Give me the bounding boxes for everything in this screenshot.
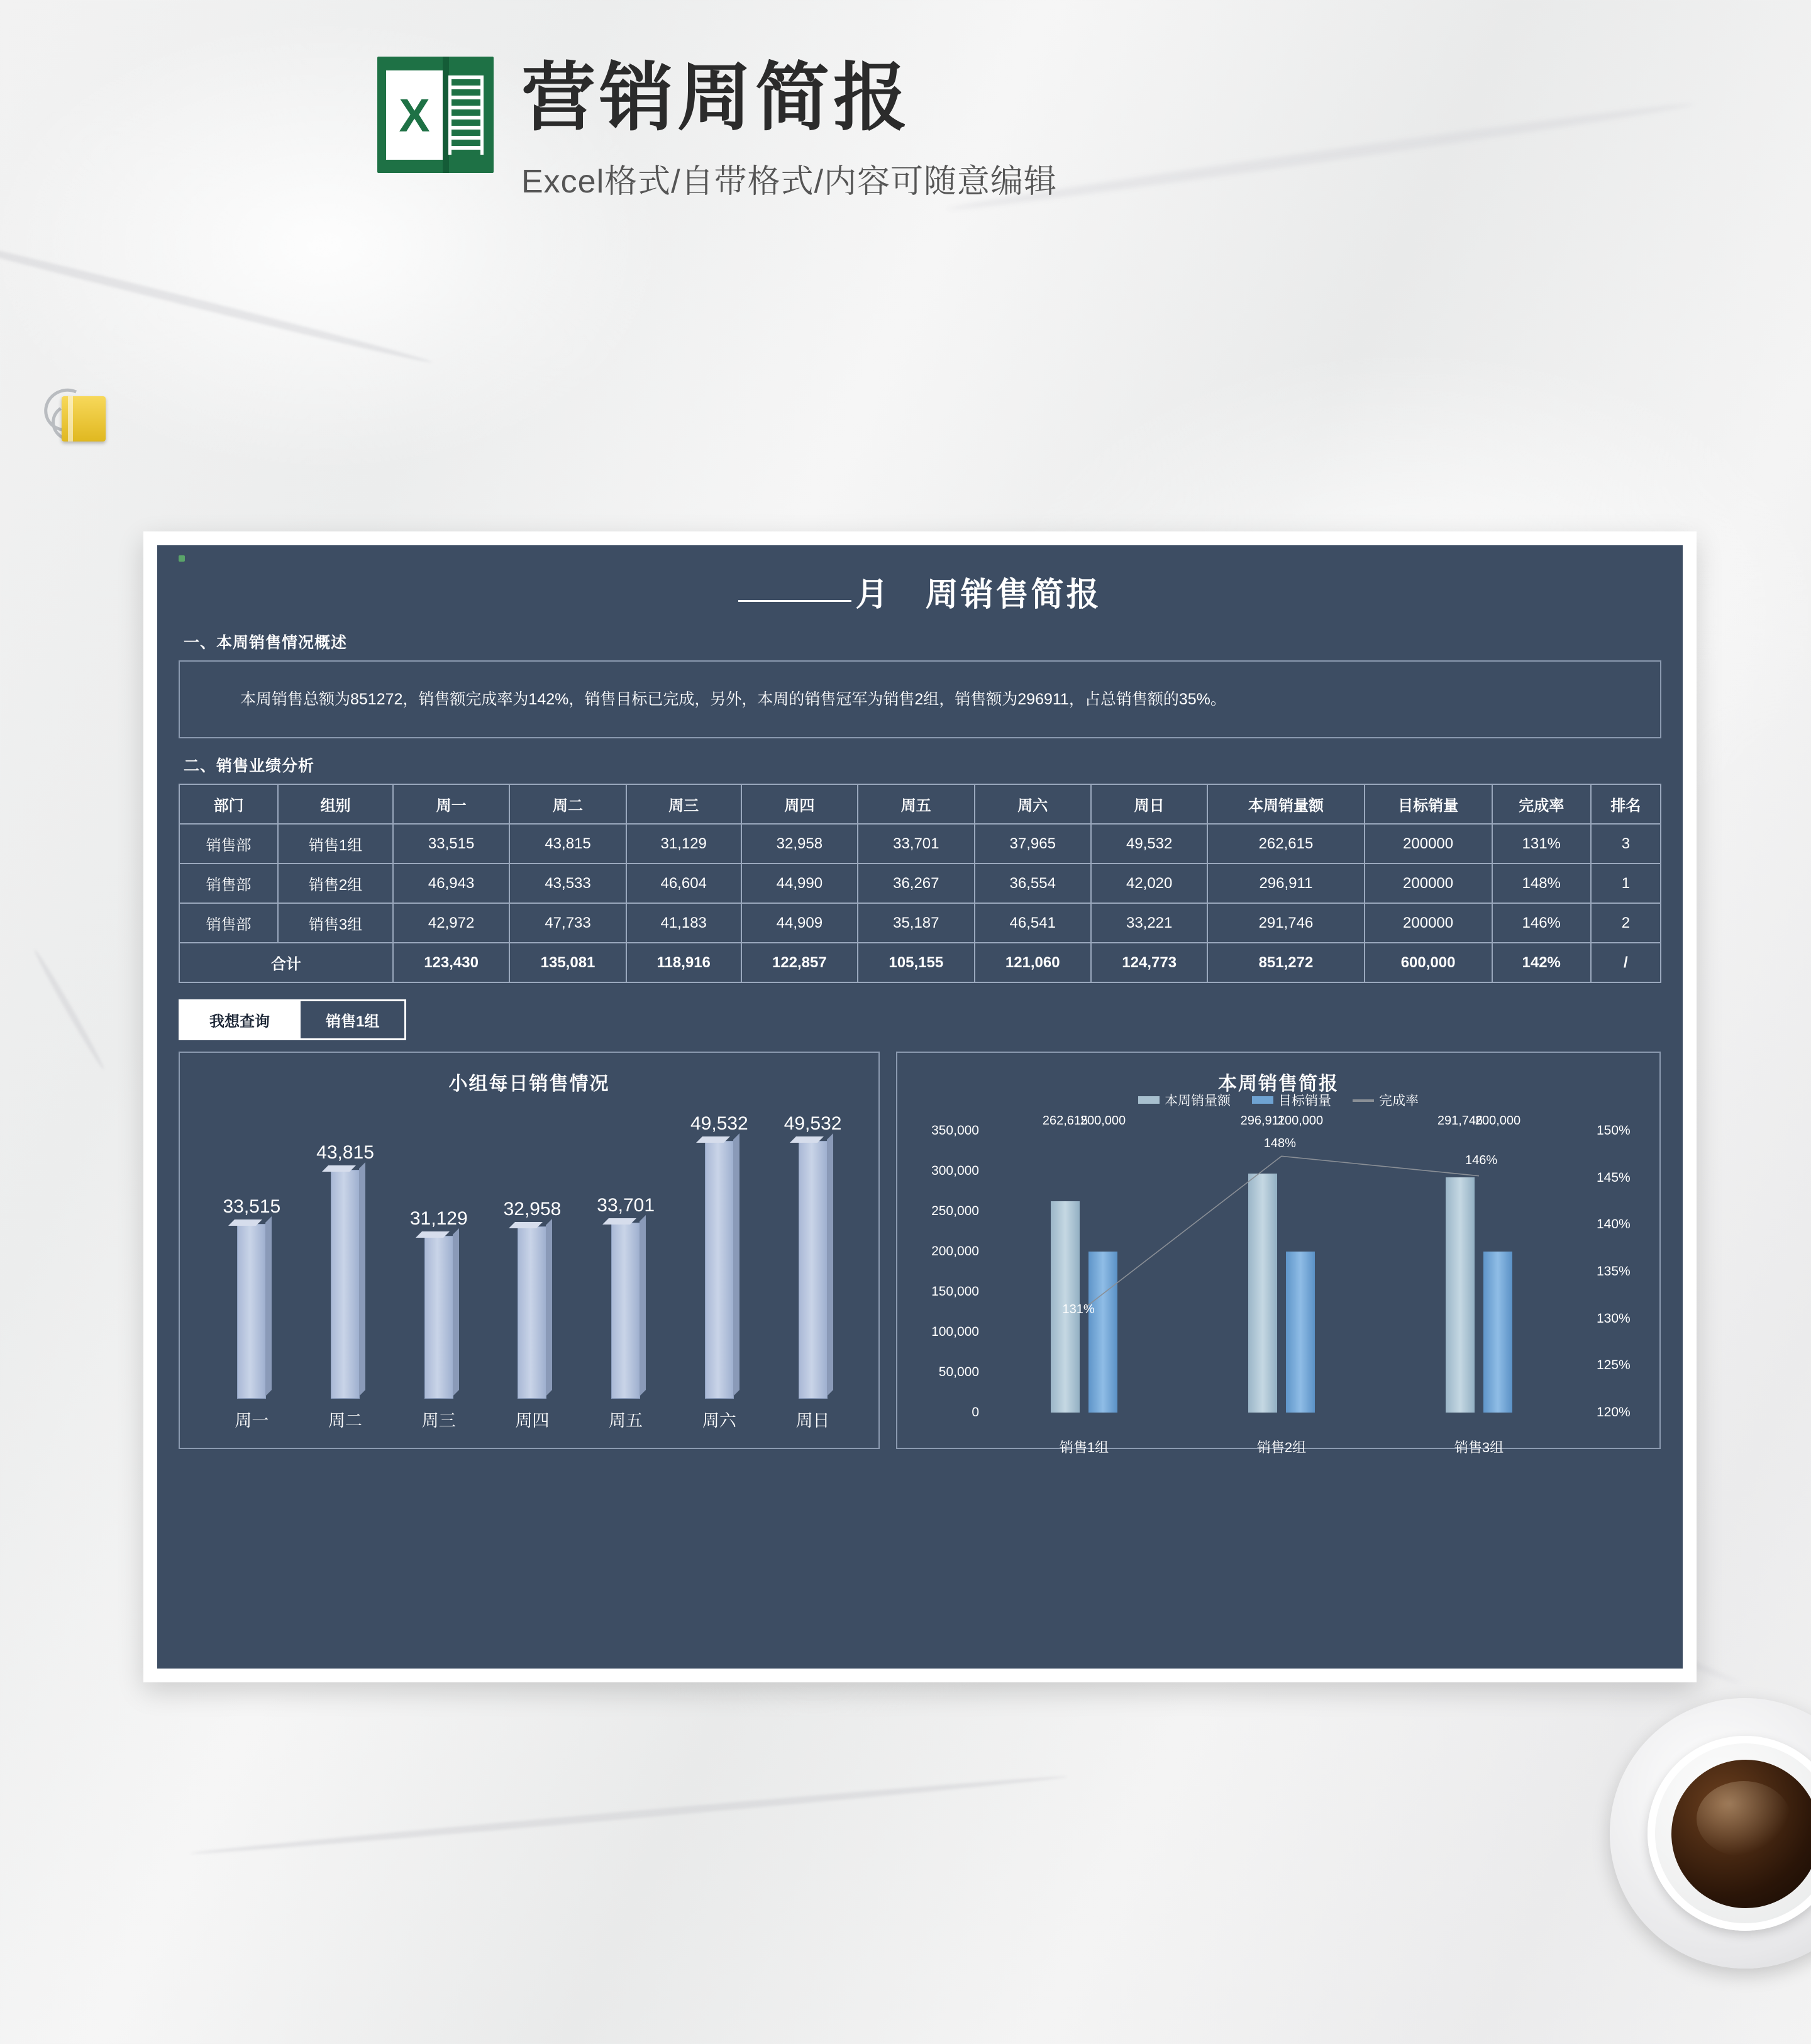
bar-label: 43,815	[316, 1142, 374, 1164]
header	[377, 57, 1057, 202]
cell-sun: 49,532	[1091, 824, 1207, 864]
bar-value-label: 262,615	[1042, 1114, 1088, 1128]
bar-sun	[784, 1113, 842, 1399]
ytick: 250,000	[931, 1204, 979, 1219]
month-blank[interactable]	[738, 600, 851, 602]
th-mon: 周一	[393, 784, 509, 824]
cell-week-total: 262,615	[1207, 824, 1364, 864]
bar-wed	[409, 1113, 468, 1399]
cell-fri: 33,701	[858, 824, 974, 864]
chart-legend	[897, 1091, 1659, 1109]
ytick: 100,000	[931, 1324, 979, 1339]
cell-total-label: 合计	[179, 943, 393, 982]
marker-dot	[179, 555, 185, 562]
report-title-rest: 周销售简报	[925, 577, 1102, 613]
cell-fri: 35,187	[858, 903, 974, 943]
cell-total-thu: 122,857	[741, 943, 858, 982]
bars-plot	[985, 1114, 1578, 1413]
weekly-summary-chart	[896, 1052, 1661, 1455]
cell-total-wed: 118,916	[626, 943, 741, 982]
cell-total-target: 600,000	[1365, 943, 1492, 982]
query-label: 我想查询	[179, 999, 301, 1040]
cell-target: 200000	[1365, 903, 1492, 943]
th-sun: 周日	[1091, 784, 1207, 824]
y2tick: 135%	[1597, 1264, 1631, 1279]
rate-label-3: 146%	[1465, 1153, 1498, 1167]
cell-total-sat: 121,060	[975, 943, 1091, 982]
bar-label: 33,515	[223, 1196, 281, 1217]
cell-dept: 销售部	[179, 864, 278, 903]
cat-sun: 周日	[795, 1411, 830, 1430]
cat-sat: 周六	[702, 1411, 736, 1430]
cell-dept: 销售部	[179, 824, 278, 864]
table-row	[179, 903, 1661, 943]
bar-label: 49,532	[784, 1113, 842, 1134]
section-1-title: 一、本周销售情况概述	[184, 634, 348, 652]
cat-thu: 周四	[515, 1411, 550, 1430]
bar-value-label: 296,911	[1240, 1114, 1285, 1128]
cell-rank: 1	[1591, 864, 1661, 903]
cell-sat: 36,554	[975, 864, 1091, 903]
report-title-month: 月	[855, 577, 891, 613]
cell-fri: 36,267	[858, 864, 974, 903]
daily-sales-chart-title: 小组每日销售情况	[448, 1074, 610, 1094]
y2tick: 125%	[1597, 1358, 1631, 1373]
cell-rate: 148%	[1492, 864, 1591, 903]
cell-sun: 33,221	[1091, 903, 1207, 943]
ytick: 0	[972, 1405, 979, 1419]
rate-label-1: 131%	[1062, 1302, 1095, 1317]
ytick: 150,000	[931, 1284, 979, 1299]
cell-mon: 42,972	[393, 903, 509, 943]
bar-target	[1080, 1114, 1126, 1413]
th-sat: 周六	[975, 784, 1091, 824]
section-2-title: 二、销售业绩分析	[184, 757, 315, 775]
cell-wed: 31,129	[626, 824, 741, 864]
cell-total-rate: 142%	[1492, 943, 1591, 982]
ytick: 50,000	[938, 1364, 979, 1379]
daily-sales-bars	[205, 1113, 860, 1399]
cell-group: 销售1组	[278, 824, 393, 864]
spreadsheet-sheet	[143, 531, 1697, 1682]
th-tue: 周二	[509, 784, 626, 824]
bar-label: 32,958	[503, 1199, 562, 1220]
cat-sales2: 销售2组	[1256, 1440, 1307, 1455]
cell-week-total: 291,746	[1207, 903, 1364, 943]
bar-week-sales	[1042, 1114, 1088, 1413]
overview-text: 本周销售总额为851272，销售额完成率为142%，销售目标已完成，另外，本周的销售冠军为销售2组，销售额为296911，占总销售额的35%。	[240, 691, 1226, 708]
cell-total-fri: 105,155	[858, 943, 974, 982]
cell-dept: 销售部	[179, 903, 278, 943]
legend-item-rate	[1353, 1091, 1419, 1109]
cell-mon: 33,515	[393, 824, 509, 864]
cell-thu: 44,909	[741, 903, 858, 943]
overview-box	[179, 660, 1661, 738]
bar-label: 33,701	[597, 1194, 655, 1216]
bar-value-label: 200,000	[1277, 1114, 1324, 1128]
y2tick: 140%	[1597, 1217, 1631, 1232]
th-group: 组别	[278, 784, 393, 824]
y2tick: 145%	[1597, 1170, 1631, 1185]
marble-vein	[190, 1773, 1068, 1857]
group-sales3	[1437, 1114, 1521, 1413]
legend-item-week-sales	[1138, 1091, 1231, 1109]
cell-total-mon: 123,430	[393, 943, 509, 982]
y-axis-left	[904, 1123, 979, 1419]
ytick: 200,000	[931, 1244, 979, 1259]
th-wed: 周三	[626, 784, 741, 824]
report-title	[179, 568, 1661, 615]
cell-total-rank: /	[1591, 943, 1661, 982]
y-axis-right	[1584, 1123, 1653, 1419]
cell-target: 200000	[1365, 864, 1492, 903]
bar-sat	[690, 1113, 748, 1399]
cell-wed: 46,604	[626, 864, 741, 903]
cat-mon: 周一	[235, 1411, 269, 1430]
cat-fri: 周五	[609, 1411, 643, 1430]
cell-target: 200000	[1365, 824, 1492, 864]
cat-sales3: 销售3组	[1454, 1440, 1504, 1455]
excel-logo-icon	[377, 57, 494, 173]
bar-value-label: 291,746	[1437, 1114, 1483, 1128]
th-fri: 周五	[858, 784, 974, 824]
table-total-row	[179, 943, 1661, 982]
cell-mon: 46,943	[393, 864, 509, 903]
y2tick: 150%	[1597, 1123, 1631, 1138]
weekly-summary-chart-title: 本周销售简报	[1218, 1074, 1339, 1094]
cell-rank: 3	[1591, 824, 1661, 864]
cell-total-week: 851,272	[1207, 943, 1364, 982]
th-week-total: 本周销量额	[1207, 784, 1364, 824]
page-title: 营销周简报	[521, 57, 912, 140]
x-axis-categories	[985, 1437, 1578, 1457]
cell-total-tue: 135,081	[509, 943, 626, 982]
group-sales1	[1042, 1114, 1126, 1413]
coffee-liquid	[1671, 1760, 1811, 1908]
rate-label-2: 148%	[1263, 1136, 1296, 1150]
bar-value-label: 200,000	[1475, 1114, 1521, 1128]
cell-week-total: 296,911	[1207, 864, 1364, 903]
report-body	[157, 545, 1683, 1669]
charts-area	[179, 1052, 1661, 1455]
bar-value-label: 200,000	[1080, 1114, 1126, 1128]
cat-wed: 周三	[421, 1411, 456, 1430]
th-rate: 完成率	[1492, 784, 1591, 824]
bar-tue	[316, 1113, 374, 1399]
cell-total-sun: 124,773	[1091, 943, 1207, 982]
ytick: 350,000	[931, 1123, 979, 1138]
legend-label: 目标销量	[1278, 1094, 1331, 1108]
cell-rank: 2	[1591, 903, 1661, 943]
cell-group: 销售3组	[278, 903, 393, 943]
cell-sat: 37,965	[975, 824, 1091, 864]
excel-logo-letter: X	[399, 89, 430, 142]
group-sales2	[1240, 1114, 1324, 1413]
legend-label: 本周销量额	[1165, 1094, 1231, 1108]
page-subtitle: Excel格式/自带格式/内容可随意编辑	[521, 164, 1058, 201]
legend-item-target	[1252, 1091, 1331, 1109]
th-thu: 周四	[741, 784, 858, 824]
bar-fri	[597, 1113, 655, 1399]
cell-thu: 32,958	[741, 824, 858, 864]
bar-label: 49,532	[690, 1113, 748, 1134]
bar-label: 31,129	[409, 1208, 468, 1230]
daily-sales-categories	[205, 1407, 860, 1431]
y2tick: 120%	[1597, 1405, 1631, 1419]
bar-mon	[223, 1113, 281, 1399]
cell-wed: 41,183	[626, 903, 741, 943]
query-bar	[179, 999, 1661, 1040]
legend-label: 完成率	[1379, 1094, 1419, 1108]
th-rank: 排名	[1591, 784, 1661, 824]
cell-group: 销售2组	[278, 864, 393, 903]
marble-vein	[0, 221, 433, 366]
table-header-row	[179, 784, 1661, 824]
cat-tue: 周二	[328, 1411, 363, 1430]
cell-tue: 43,815	[509, 824, 626, 864]
query-group-select[interactable]: 销售1组	[299, 999, 406, 1040]
marble-vein	[32, 948, 107, 1071]
cell-sat: 46,541	[975, 903, 1091, 943]
cell-tue: 43,533	[509, 864, 626, 903]
ytick: 300,000	[931, 1164, 979, 1179]
performance-table	[179, 784, 1661, 983]
th-dept: 部门	[179, 784, 278, 824]
cell-rate: 146%	[1492, 903, 1591, 943]
cell-rate: 131%	[1492, 824, 1591, 864]
cell-thu: 44,990	[741, 864, 858, 903]
table-row	[179, 864, 1661, 903]
cat-sales1: 销售1组	[1059, 1440, 1109, 1455]
table-row	[179, 824, 1661, 864]
daily-sales-chart	[179, 1052, 880, 1449]
cell-tue: 47,733	[509, 903, 626, 943]
y2tick: 130%	[1597, 1311, 1631, 1326]
weekly-summary-plot	[897, 1094, 1659, 1455]
binder-clip-icon	[39, 385, 114, 448]
marble-vein	[946, 99, 1695, 215]
th-target: 目标销量	[1365, 784, 1492, 824]
bar-thu	[503, 1113, 562, 1399]
cell-sun: 42,020	[1091, 864, 1207, 903]
